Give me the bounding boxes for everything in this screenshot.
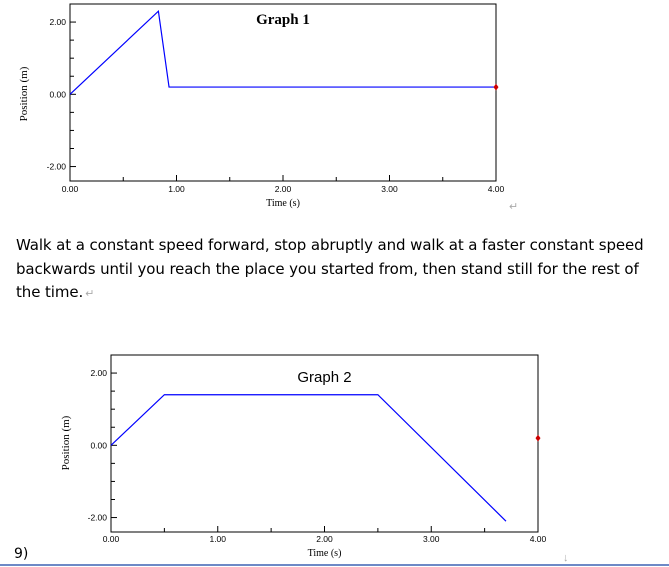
x-axis-label: Time (s) (266, 198, 300, 209)
x-axis-label: Time (s) (307, 548, 342, 559)
y-tick-label: 2.00 (49, 17, 66, 28)
chart-title: Graph 1 (256, 12, 310, 28)
y-tick-label: -2.00 (87, 512, 107, 523)
y-tick-label: 0.00 (90, 440, 107, 451)
x-tick-label: 3.00 (381, 184, 398, 194)
y-tick-label: -2.00 (46, 161, 66, 172)
x-tick-label: 1.00 (209, 534, 227, 544)
y-axis-label: Position (m) (60, 415, 72, 471)
chart-title: Graph 2 (297, 369, 352, 386)
x-tick-label: 2.00 (274, 184, 292, 194)
data-line (111, 395, 506, 521)
position-marker (536, 435, 541, 442)
y-tick-label: 0.00 (49, 89, 66, 100)
x-tick-label: 4.00 (487, 184, 505, 194)
question-number: 9) (14, 546, 29, 562)
page-divider (0, 564, 669, 566)
x-tick-label: 0.00 (61, 184, 79, 194)
y-tick-label: 2.00 (90, 368, 107, 379)
x-tick-label: 0.00 (102, 534, 120, 544)
y-axis-label: Position (m) (18, 66, 30, 122)
paragraph-mark-icon: ↓ (563, 552, 569, 564)
x-tick-label: 1.00 (168, 184, 185, 194)
x-tick-label: 2.00 (316, 534, 333, 544)
paragraph-mark-icon: ↵ (509, 201, 519, 213)
x-tick-label: 3.00 (422, 534, 440, 544)
x-tick-label: 4.00 (529, 534, 547, 544)
paragraph-mark-icon: ↵ (85, 287, 95, 300)
instruction-text: Walk at a constant speed forward, stop abruptly and walk at a faster constant speed backwards until you reach the place you started from, then stand still for the rest of the time. (16, 236, 644, 301)
